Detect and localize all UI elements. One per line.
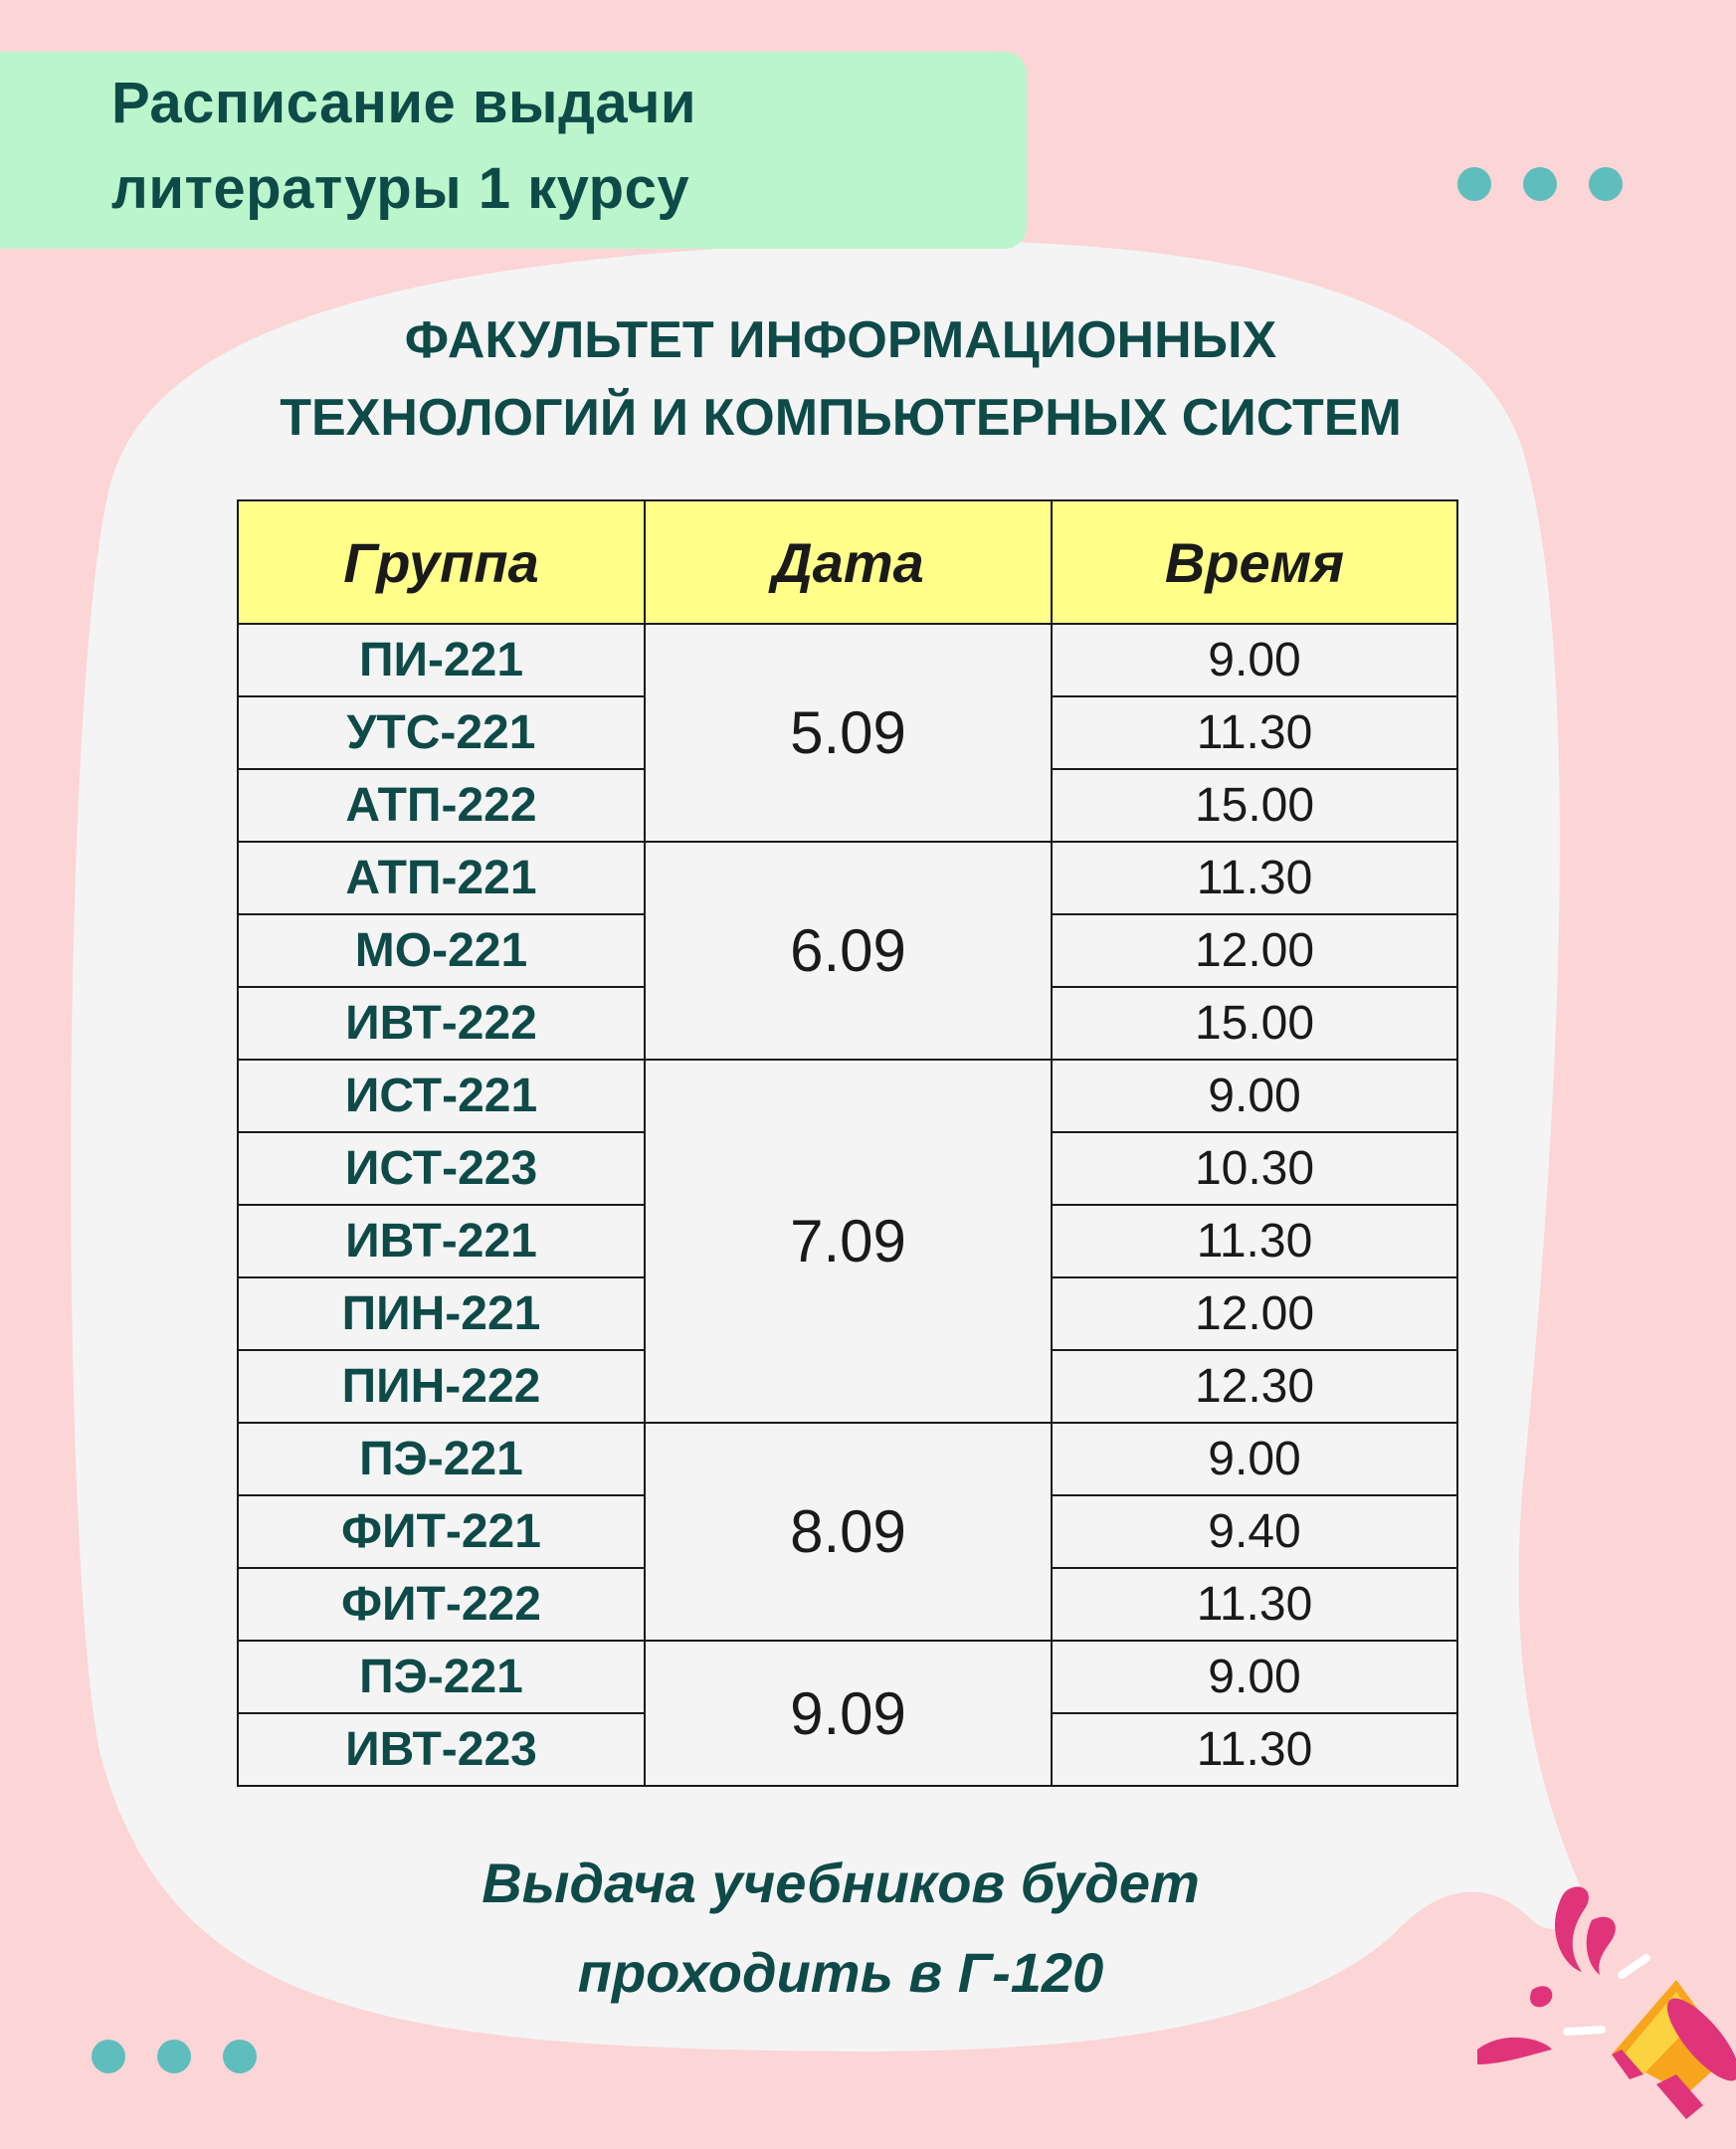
- faculty-title-line-2: ТЕХНОЛОГИЙ И КОМПЬЮТЕРНЫХ СИСТЕМ: [280, 389, 1402, 447]
- group-cell: ФИТ-222: [238, 1568, 645, 1641]
- time-cell: 12.30: [1052, 1350, 1457, 1423]
- time-cell: 11.30: [1052, 1713, 1457, 1786]
- time-cell: 11.30: [1052, 1205, 1457, 1277]
- faculty-title-line-1: ФАКУЛЬТЕТ ИНФОРМАЦИОННЫХ: [404, 311, 1277, 369]
- dot-decoration: [1457, 167, 1491, 201]
- date-cell: 7.09: [645, 1060, 1052, 1423]
- time-cell: 11.30: [1052, 1568, 1457, 1641]
- header-group: Группа: [238, 500, 645, 624]
- time-cell: 15.00: [1052, 987, 1457, 1060]
- group-cell: ИСТ-221: [238, 1060, 645, 1132]
- table-header-row: [238, 500, 1457, 624]
- date-cell: 5.09: [645, 624, 1052, 842]
- date-cell: 9.09: [645, 1641, 1052, 1786]
- date-cell: 8.09: [645, 1423, 1052, 1641]
- group-cell: ИВТ-221: [238, 1205, 645, 1277]
- table-row: [238, 1641, 1457, 1713]
- group-cell: ПЭ-221: [238, 1641, 645, 1713]
- group-cell: УТС-221: [238, 696, 645, 769]
- header-time: Время: [1052, 500, 1457, 624]
- dot-decoration: [92, 2040, 125, 2073]
- date-cell: 6.09: [645, 842, 1052, 1060]
- group-cell: АТП-222: [238, 769, 645, 842]
- group-cell: ИСТ-223: [238, 1132, 645, 1205]
- dot-decoration: [1523, 167, 1557, 201]
- group-cell: ПИН-222: [238, 1350, 645, 1423]
- title-line-1: Расписание выдачи: [111, 71, 697, 135]
- title-banner: [0, 52, 1027, 249]
- group-cell: ПИН-221: [238, 1277, 645, 1350]
- time-cell: 9.00: [1052, 624, 1457, 696]
- table-row: [238, 842, 1457, 914]
- time-cell: 12.00: [1052, 1277, 1457, 1350]
- time-cell: 9.40: [1052, 1495, 1457, 1568]
- time-cell: 12.00: [1052, 914, 1457, 987]
- group-cell: АТП-221: [238, 842, 645, 914]
- header-date: Дата: [645, 500, 1052, 624]
- group-cell: ПИ-221: [238, 624, 645, 696]
- time-cell: 9.00: [1052, 1641, 1457, 1713]
- time-cell: 9.00: [1052, 1060, 1457, 1132]
- group-cell: ИВТ-223: [238, 1713, 645, 1786]
- table-row: [238, 624, 1457, 696]
- time-cell: 15.00: [1052, 769, 1457, 842]
- group-cell: МО-221: [238, 914, 645, 987]
- footer-note-line-2: проходить в Г-120: [577, 1941, 1104, 2004]
- group-cell: ПЭ-221: [238, 1423, 645, 1495]
- schedule-table: [237, 499, 1458, 1787]
- group-cell: ФИТ-221: [238, 1495, 645, 1568]
- dot-decoration: [157, 2040, 191, 2073]
- footer-note-line-1: Выдача учебников будет: [482, 1852, 1200, 1914]
- megaphone-icon: [1472, 1880, 1736, 2139]
- dot-decoration: [1589, 167, 1623, 201]
- time-cell: 11.30: [1052, 842, 1457, 914]
- time-cell: 9.00: [1052, 1423, 1457, 1495]
- group-cell: ИВТ-222: [238, 987, 645, 1060]
- time-cell: 10.30: [1052, 1132, 1457, 1205]
- dot-decoration: [223, 2040, 257, 2073]
- table-row: [238, 1060, 1457, 1132]
- time-cell: 11.30: [1052, 696, 1457, 769]
- title-line-2: литературы 1 курсу: [111, 156, 690, 221]
- table-row: [238, 1423, 1457, 1495]
